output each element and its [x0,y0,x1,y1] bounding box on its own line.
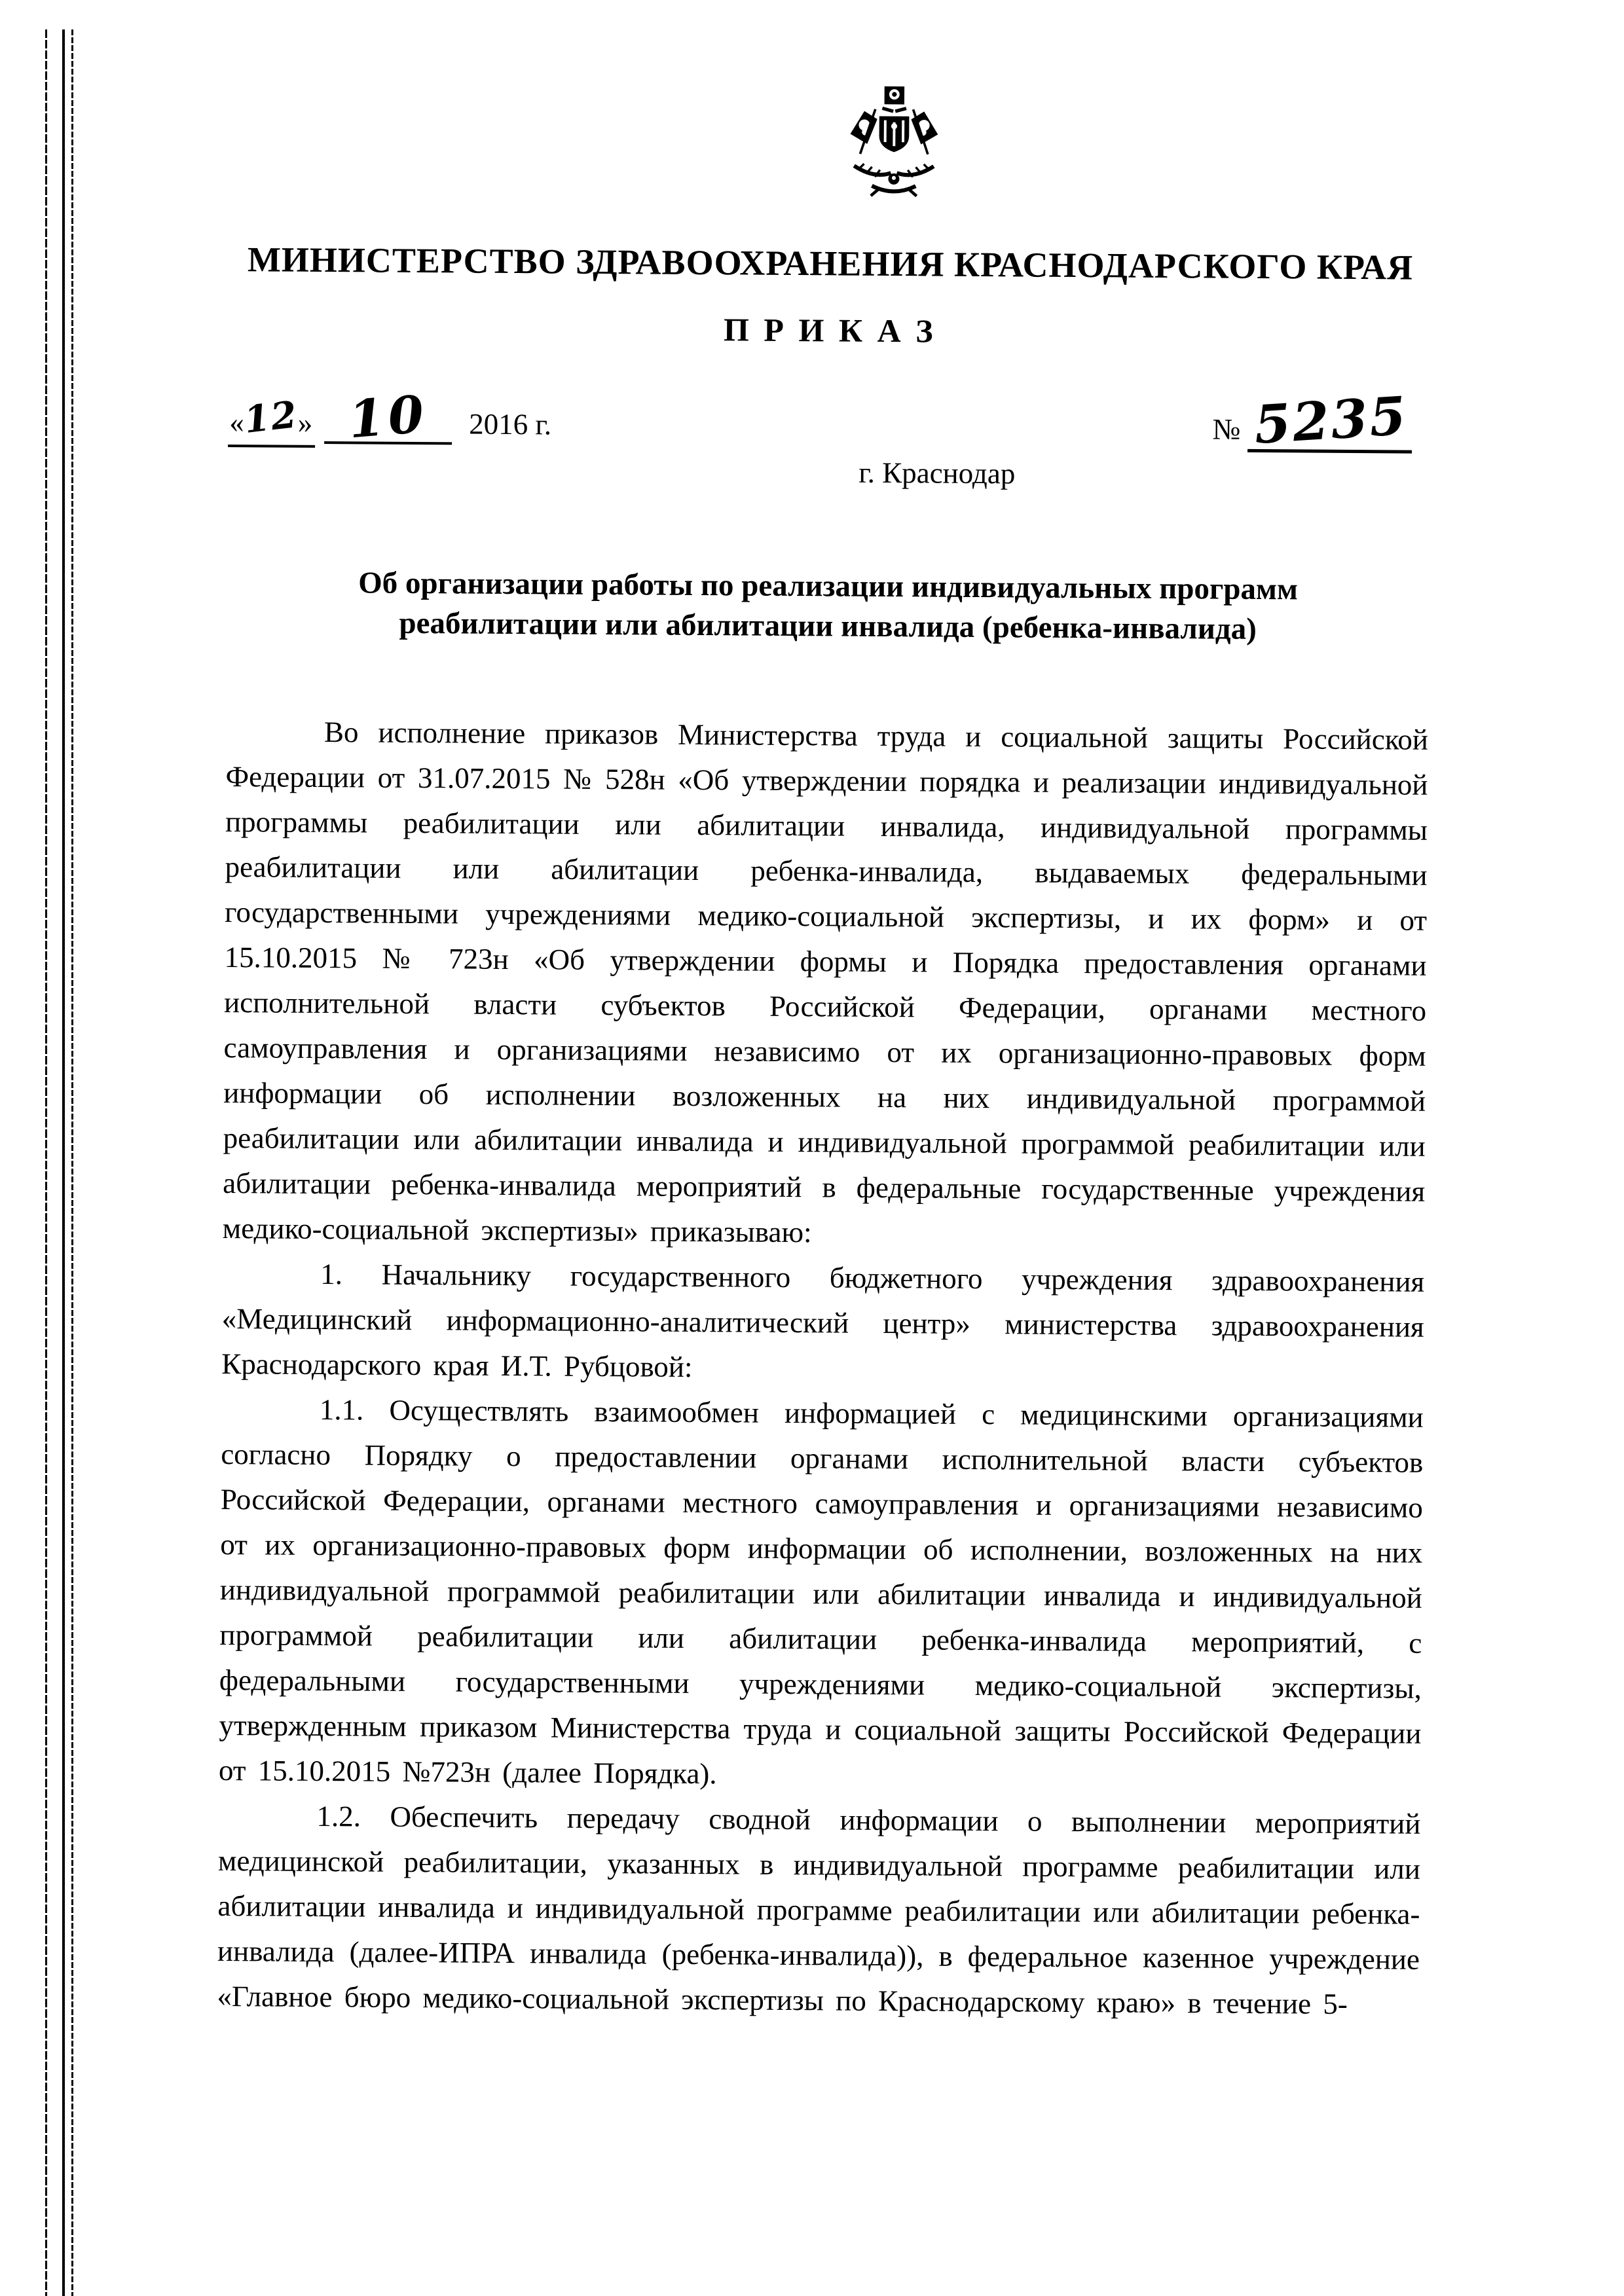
date-number-row [228,384,1430,456]
ministry-name: МИНИСТЕРСТВО ЗДРАВООХРАНЕНИЯ КРАСНОДАРСКОГО КРАЯ [247,240,1414,287]
close-quote: » [297,406,313,439]
handwritten-number: 5235 [1252,384,1410,456]
open-quote: « [229,406,244,439]
handwritten-day: 12 [241,392,300,442]
subject-line-1: Об организации работы по реализации индивидуальных программ [358,566,1299,607]
document-number [1212,384,1430,456]
date-line [228,384,552,450]
document-content [217,77,1433,2028]
city-line: г. Краснодар [858,456,1016,490]
number-field [1247,384,1412,456]
body-paragraph: 1.2. Обеспечить передачу сводной информации о выполнении мероприятий медицинской реабилитации, указанных в индивидуальной программе реабилитации или абилитации инвалида и индивидуальной программе реабилитации или абилитации ребенка-инвалида (далее-ИПРА инвалида (ребенка-инвалида)), в федеральное казенное учреждение «Главное бюро медико-социальной экспертизы по Краснодарскому краю» в течение 5- [217,1799,1421,2020]
binding-line-right [71,29,73,2296]
body-paragraph: Во исполнение приказов Министерства труда и социальной защиты Российской Федерации от 31.07.2015 № 528н «Об утверждении порядка и реализации индивидуальной программы реабилитации или абилитации инвалида, индивидуальной программы реабилитации или абилитации ребенка-инвалида, выдаваемых федеральными государственными учреждениями медико-социальной экспертизы, и их форм» и от 15.10.2015 № 723н «Об утверждении формы и Порядка предоставления органами исполнительной власти субъектов Российской Федерации, органами местного самоуправления и организациями независимо от их организационно-правовых форм информации об исполнении возложенных на них индивидуальной программой реабилитации или абилитации инвалида и индивидуальной программой реабилитации или абилитации ребенка-инвалида мероприятий в федеральные государственные учреждения медико-социальной экспертизы» приказываю: [222,716,1429,1249]
subject-title [227,562,1430,651]
document-type-title: П Р И К А З [723,311,936,350]
handwritten-month: 10 [346,384,430,450]
binding-line-middle [62,29,65,2296]
date-month-field [324,384,452,450]
body-paragraph: 1.1. Осуществлять взаимообмен информацией с медицинскими организациями согласно Порядку о предоставлении органами исполнительной власти субъектов Российской Федерации, органами местного самоуправления и организациями независимо от их организационно-правовых форм информации об исполнении, возложенных на них индивидуальной программой реабилитации или абилитации инвалида и индивидуальной программой реабилитации или абилитации ребенка-инвалида мероприятий, с федеральными государственными учреждениями медико-социальной экспертизы, утвержденным приказом Министерства труда и социальной защиты Российской Федерации от 15.10.2015 №723н (далее Порядка). [218,1393,1424,1791]
coat-of-arms-icon [230,77,1496,213]
subject-line-2: реабилитации или абилитации инвалида (ребенка-инвалида) [399,606,1257,646]
date-day-field [228,392,315,448]
body-paragraph: 1. Начальнику государственного бюджетного учреждения здравоохранения «Медицинский информационно-аналитический центр» министерства здравоохранения Краснодарского края И.Т. Рубцовой: [221,1258,1425,1383]
body-text [217,709,1428,2028]
date-year: 2016 г. [469,407,552,441]
binding-line-left [45,29,47,2296]
number-label: № [1212,412,1241,446]
